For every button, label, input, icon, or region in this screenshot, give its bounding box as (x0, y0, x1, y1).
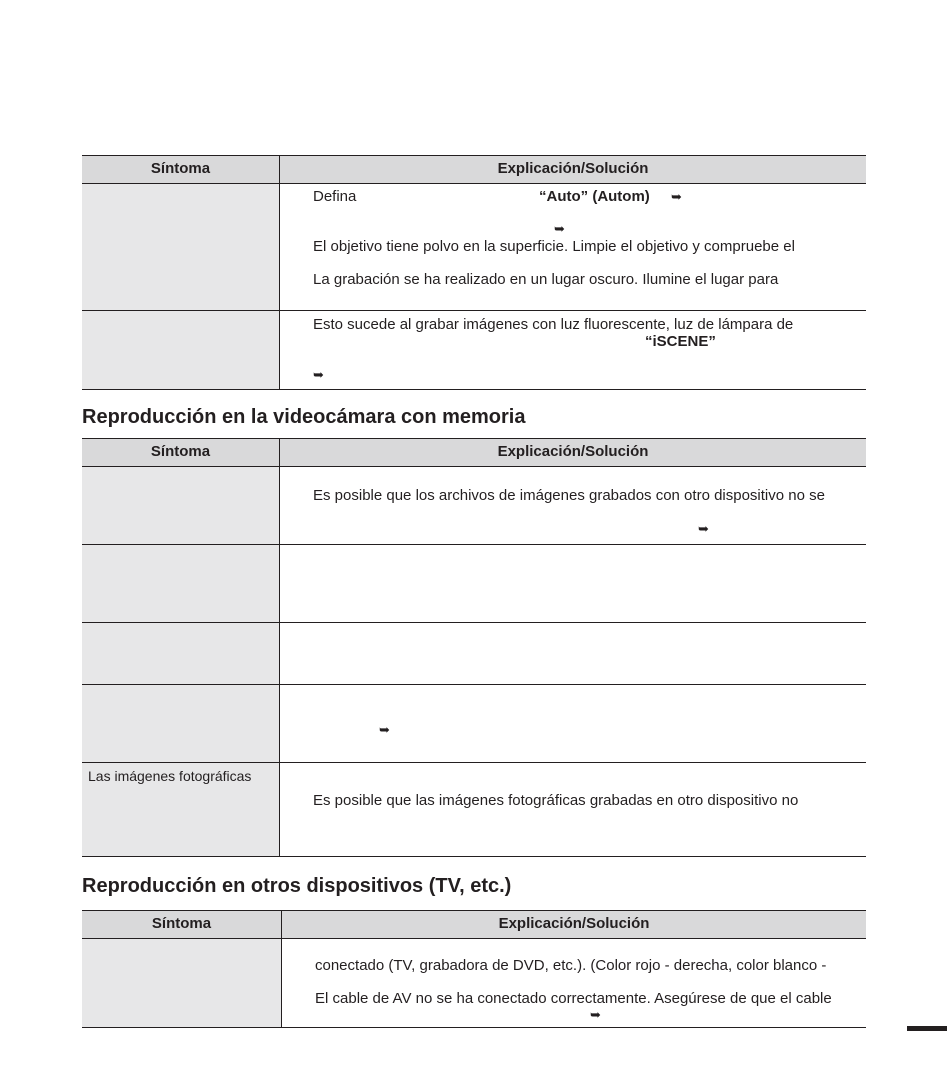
column-divider (279, 438, 280, 856)
solution-text: Es posible que los archivos de imágenes grabados con otro dispositivo no se (313, 487, 825, 504)
solution-bold-text: “Auto” (Autom) (539, 188, 650, 205)
column-header-symptom: Síntoma (150, 160, 211, 177)
page-edge-tab (907, 1026, 947, 1031)
rule (82, 310, 866, 311)
symptom-cell (82, 545, 279, 622)
column-divider (279, 155, 280, 389)
rule (82, 684, 866, 685)
symptom-cell (82, 685, 279, 762)
solution-text: conectado (TV, grabadora de DVD, etc.). (Color rojo - derecha, color blanco - (315, 957, 827, 974)
section-title: Reproducción en la videocámara con memoria (82, 406, 526, 428)
rule (82, 762, 866, 763)
page-reference-arrow-icon: ➥ (379, 722, 390, 737)
solution-text: El cable de AV no se ha conectado correctamente. Asegúrese de que el cable (315, 990, 832, 1007)
solution-text: La grabación se ha realizado en un lugar oscuro. Ilumine el lugar para (313, 271, 779, 288)
solution-text: Defina (313, 188, 357, 205)
rule (82, 438, 866, 439)
solution-text: El objetivo tiene polvo en la superficie. Limpie el objetivo y compruebe el (313, 238, 795, 255)
page-reference-arrow-icon: ➥ (554, 221, 565, 236)
page-reference-arrow-icon: ➥ (590, 1007, 601, 1022)
solution-text: Esto sucede al grabar imágenes con luz fluorescente, luz de lámpara de (313, 316, 794, 333)
solution-text: Es posible que las imágenes fotográficas grabadas en otro dispositivo no (313, 792, 799, 809)
column-header-solution: Explicación/Solución (497, 160, 649, 177)
solution-bold-text: “iSCENE” (645, 333, 716, 350)
rule (82, 622, 866, 623)
column-header-symptom: Síntoma (151, 915, 212, 932)
symptom-cell (82, 311, 279, 389)
column-header-solution: Explicación/Solución (497, 443, 649, 460)
rule (82, 544, 866, 545)
section-title: Reproducción en otros dispositivos (TV, etc.) (82, 875, 512, 897)
rule (82, 910, 866, 911)
page-reference-arrow-icon: ➥ (313, 367, 324, 382)
rule (82, 466, 866, 467)
rule (82, 155, 866, 156)
rule (82, 856, 866, 857)
symptom-text: Las imágenes fotográficas (88, 768, 252, 784)
column-header-symptom: Síntoma (150, 443, 211, 460)
page-reference-arrow-icon: ➥ (698, 521, 709, 536)
symptom-cell (82, 623, 279, 684)
rule (82, 938, 866, 939)
rule (82, 389, 866, 390)
symptom-cell (82, 184, 279, 310)
page-reference-arrow-icon: ➥ (671, 189, 682, 204)
symptom-cell (82, 939, 281, 1027)
column-header-solution: Explicación/Solución (498, 915, 650, 932)
rule (82, 1027, 866, 1028)
rule (82, 183, 866, 184)
symptom-cell (82, 467, 279, 544)
